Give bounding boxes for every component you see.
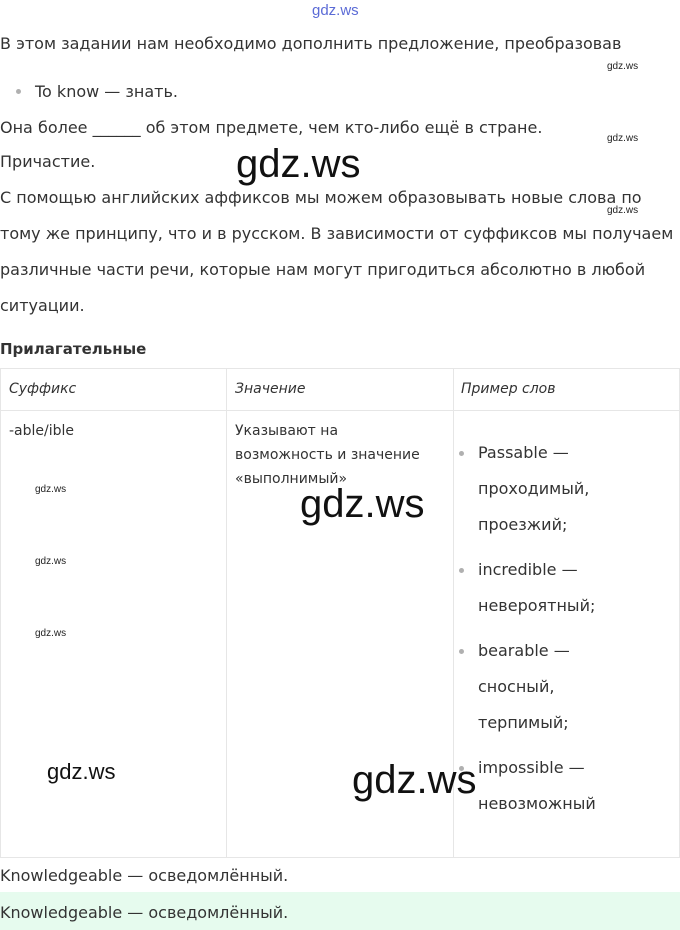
header-meaning: Значение: [235, 381, 306, 397]
watermark-top: gdz.ws: [312, 2, 359, 19]
example-text: bearable —: [478, 641, 570, 660]
paragraph-line: С помощью английских аффиксов мы можем образовывать новые слова по: [0, 188, 642, 207]
watermark-large: gdz.ws: [236, 142, 361, 186]
gap-sentence: Она более ______ об этом предмете, чем кто-либо ещё в стране.: [0, 118, 543, 137]
section-heading: Прилагательные: [0, 340, 147, 358]
bullet-icon: [459, 451, 464, 456]
example-item: [478, 750, 585, 786]
watermark-small: gdz.ws: [35, 556, 67, 567]
paragraph-line: ситуации.: [0, 296, 85, 315]
example-text: Passable —: [478, 443, 569, 462]
example-line: терпимый;: [478, 713, 569, 732]
cell-meaning-line: возможность и значение: [235, 447, 420, 463]
example-line: проходимый,: [478, 479, 590, 498]
watermark-small: gdz.ws: [607, 133, 639, 144]
example-line: сносный,: [478, 677, 555, 696]
watermark-small: gdz.ws: [607, 61, 639, 72]
answer-highlighted-text: Knowledgeable — осведомлённый.: [0, 903, 289, 922]
watermark-large: gdz.ws: [300, 482, 425, 526]
example-text: incredible —: [478, 560, 578, 579]
table-header-row: [1, 369, 679, 411]
cell-meaning-line: «выполнимый»: [235, 471, 348, 487]
bullet-icon: [459, 649, 464, 654]
bullet-icon: [16, 89, 21, 94]
example-item: [478, 633, 570, 669]
example-line: невозможный: [478, 794, 596, 813]
watermark-small: gdz.ws: [35, 484, 67, 495]
header-suffix: Суффикс: [9, 381, 77, 397]
cell-suffix: -able/ible: [9, 423, 75, 439]
intro-text: В этом задании нам необходимо дополнить предложение, преобразовав: [0, 34, 622, 53]
header-examples: Пример слов: [461, 381, 556, 397]
example-line: проезжий;: [478, 515, 568, 534]
watermark-medium: gdz.ws: [47, 759, 116, 784]
paragraph-line: тому же принципу, что и в русском. В зависимости от суффиксов мы получаем: [0, 224, 674, 243]
column-divider: [226, 369, 227, 857]
example-item: [478, 435, 569, 471]
watermark-small: gdz.ws: [35, 628, 67, 639]
watermark-small: gdz.ws: [607, 205, 639, 216]
answer-text: Knowledgeable — осведомлённый.: [0, 866, 289, 885]
example-item: [478, 552, 578, 588]
example-line: невероятный;: [478, 596, 596, 615]
participle-label: Причастие.: [0, 152, 96, 171]
example-text: impossible —: [478, 758, 585, 777]
bullet-icon: [459, 568, 464, 573]
cell-meaning-line: Указывают на: [235, 423, 339, 439]
watermark-large: gdz.ws: [352, 758, 477, 802]
bullet-list-item: [0, 80, 178, 104]
paragraph-line: различные части речи, которые нам могут пригодиться абсолютно в любой: [0, 260, 646, 279]
bullet-text: To know — знать.: [35, 82, 178, 101]
